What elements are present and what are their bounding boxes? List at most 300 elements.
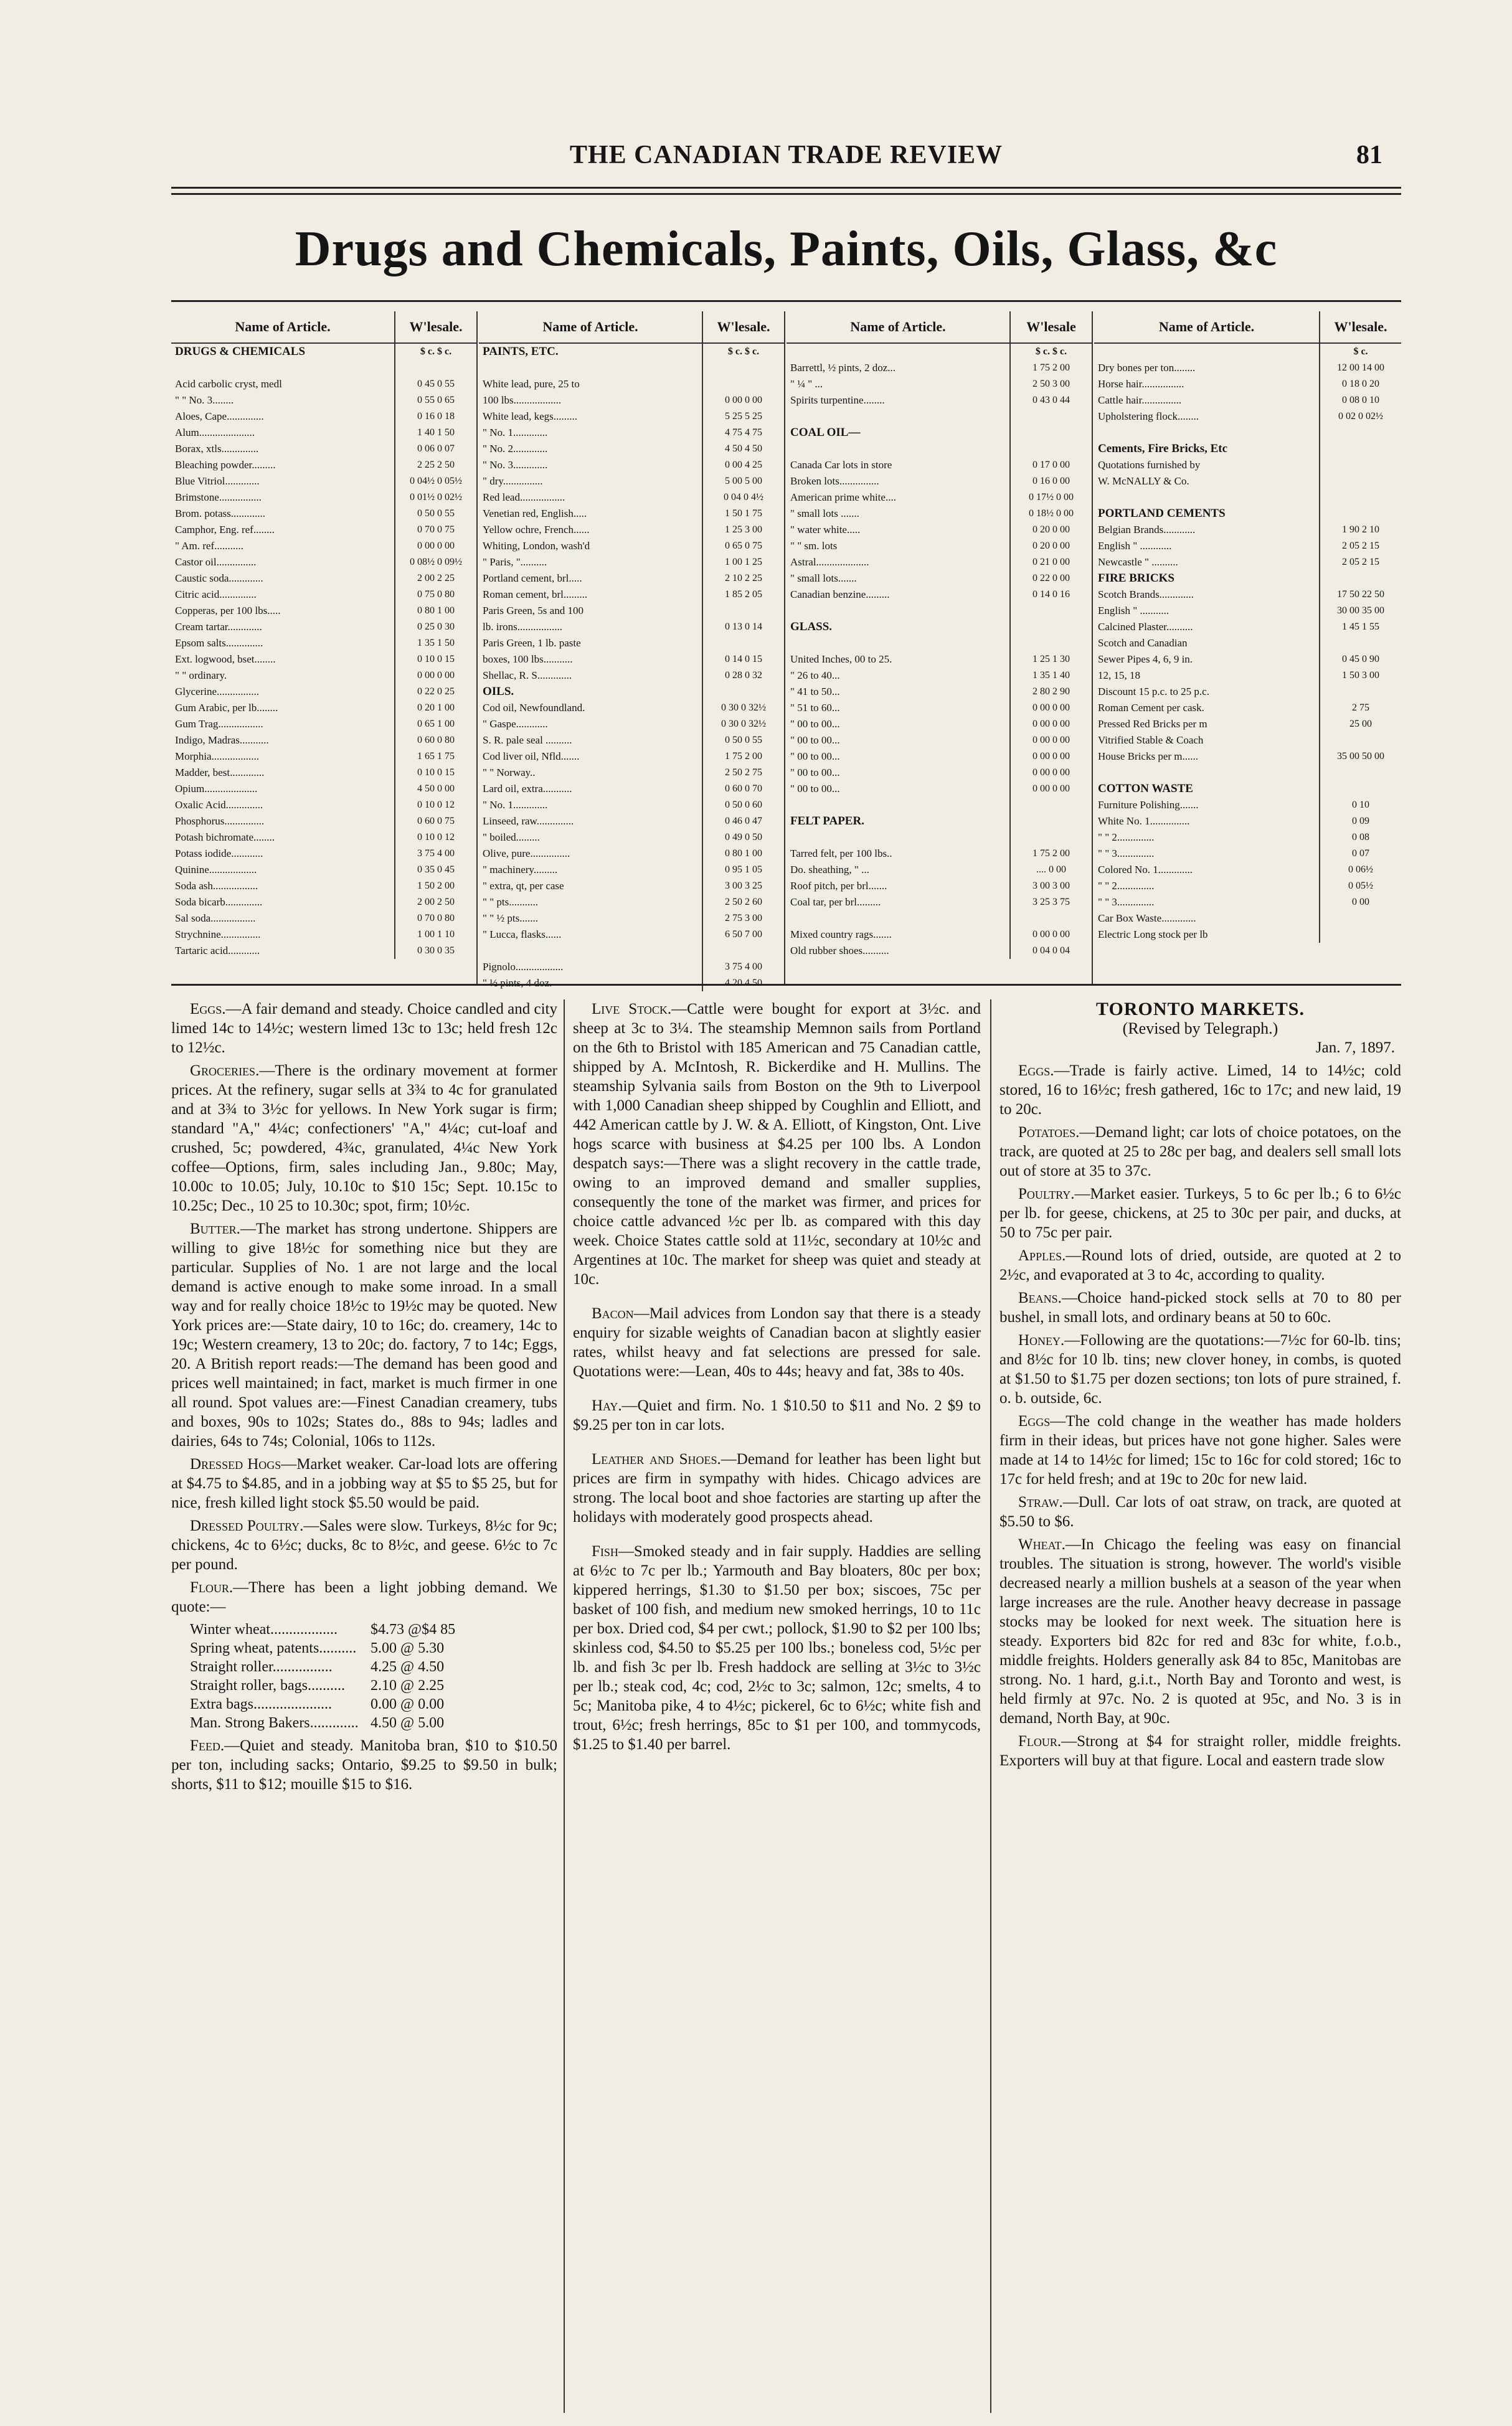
wholesale-price: 1 00 1 10	[394, 927, 476, 943]
article-name: GLASS.	[790, 620, 833, 633]
wholesale-price: 0 50 0 55	[702, 732, 784, 748]
wholesale-price: 1 85 2 05	[702, 587, 784, 603]
price-row	[171, 651, 476, 668]
wholesale-price: 2 50 2 60	[702, 894, 784, 910]
article-name: " dry...............	[483, 475, 543, 487]
wholesale-price	[1319, 570, 1401, 587]
wholesale-price: $ c. $ c.	[394, 344, 476, 360]
wholesale-price: 0 45 0 90	[1319, 651, 1401, 668]
price-header: W'lesale.	[1319, 311, 1401, 342]
wholesale-price: 0 08½ 0 09½	[394, 554, 476, 570]
wholesale-price: 5 25 5 25	[702, 408, 784, 425]
journal-title: THE CANADIAN TRADE REVIEW	[569, 141, 1003, 169]
feed-report: Feed.—Quiet and steady. Manitoba bran, $10 to $10.50 per ton, including sacks; Ontario, $9.25 to $9.50 in bulk; shorts, $11 to $12; mouille $15 to $16.	[171, 1737, 557, 1793]
wholesale-price: 0 00 0 00	[394, 538, 476, 554]
price-row	[171, 635, 476, 651]
article-name	[787, 441, 1009, 457]
article-name: Blue Vitriol.............	[175, 475, 260, 487]
article-name: Soda ash.................	[175, 880, 258, 892]
wholesale-price: 0 10	[1319, 797, 1401, 813]
wholesale-price: 4 50 0 00	[394, 781, 476, 797]
section-title: Drugs and Chemicals, Paints, Oils, Glass, &c	[295, 222, 1278, 276]
price-row	[1094, 425, 1401, 441]
wholesale-price: 17 50 22 50	[1319, 587, 1401, 603]
article-name: Gum Trag.................	[175, 718, 263, 730]
article-name: " No. 1.............	[483, 427, 548, 438]
wholesale-price: 0 65 0 75	[702, 538, 784, 554]
wholesale-price	[1319, 765, 1401, 781]
price-row	[479, 748, 784, 765]
article-name: " No. 2.............	[483, 443, 548, 455]
eggs-report: Eggs.—A fair demand and steady. Choice candled and city limed 14c to 14½c; western limed 13c to 13c; held fresh 12c to 12½c.	[171, 1001, 557, 1056]
article-name: Tartaric acid............	[175, 945, 260, 956]
article-name: American prime white....	[790, 491, 896, 503]
price-row	[479, 603, 784, 619]
article-name: " " pts...........	[483, 896, 538, 908]
wholesale-price: 12 00 14 00	[1319, 360, 1401, 376]
wholesale-price: 0 00 0 00	[1009, 716, 1092, 732]
wholesale-price	[1319, 781, 1401, 797]
straw-report: Straw.—Dull. Car lots of oat straw, on track, are quoted at $5.50 to $6.	[999, 1494, 1401, 1530]
wholesale-price: 2 05 2 15	[1319, 554, 1401, 570]
price-row	[1094, 927, 1401, 943]
wholesale-price: 0 00 0 00	[1009, 748, 1092, 765]
article-name: PAINTS, ETC.	[483, 345, 559, 358]
article-name: FIRE BRICKS	[1098, 572, 1174, 585]
wholesale-price: 3 00 3 25	[702, 878, 784, 894]
wholesale-price: 0 00 4 25	[702, 457, 784, 473]
wholesale-price: 1 35 1 40	[1009, 668, 1092, 684]
price-row	[479, 732, 784, 748]
article-name: Paris Green, 1 lb. paste	[483, 637, 581, 649]
price-row	[171, 392, 476, 408]
wholesale-price: 0 00 0 00	[702, 392, 784, 408]
article-name: " " 3..............	[1098, 896, 1155, 908]
article-name: Quinine..................	[175, 864, 257, 876]
wholesale-price: 0 04½ 0 05½	[394, 473, 476, 489]
toronto-flour-report: Flour.—Strong at $4 for straight roller, middle freights. Exporters will buy at that figure. Local and eastern trade slow	[999, 1733, 1401, 1769]
wholesale-price: 0 18½ 0 00	[1009, 506, 1092, 522]
leather-report: Leather and Shoes.—Demand for leather has been light but prices are firm in sympathy with hides. Chicago advices are strong. The local boot and shoe factories are starting up after the holidays with moderately good prospects ahead.	[573, 1451, 981, 1526]
flour-quote-line	[171, 1658, 557, 1676]
article-name: Pignolo..................	[483, 961, 564, 973]
wholesale-price: 0 30 0 32½	[702, 716, 784, 732]
article-name: Broken lots...............	[790, 475, 879, 487]
price-row	[479, 457, 784, 473]
wholesale-price	[1319, 425, 1401, 441]
wholesale-price: 0 43 0 44	[1009, 392, 1092, 408]
article-name: Discount 15 p.c. to 25 p.c.	[1098, 686, 1209, 697]
article-name: Red lead.................	[483, 491, 565, 503]
wholesale-price: 0 01½ 0 02½	[394, 489, 476, 506]
wholesale-price	[1009, 603, 1092, 619]
price-row	[787, 878, 1092, 894]
price-row	[479, 441, 784, 457]
wholesale-price: 0 60 0 75	[394, 813, 476, 829]
article-name: Madder, best.............	[175, 767, 265, 778]
wholesale-price	[1009, 829, 1092, 846]
wholesale-price: 2 50 3 00	[1009, 376, 1092, 392]
wholesale-price	[702, 635, 784, 651]
article-name	[787, 910, 1009, 927]
column-separator-2	[990, 999, 991, 2413]
price-row	[1094, 635, 1401, 651]
price-row	[479, 360, 784, 376]
wholesale-price	[702, 603, 784, 619]
price-row	[787, 360, 1092, 376]
price-row	[787, 765, 1092, 781]
price-row	[479, 910, 784, 927]
price-header: W'lesale.	[702, 311, 784, 342]
price-row	[479, 716, 784, 732]
market-column-1	[171, 999, 557, 2413]
price-row	[479, 829, 784, 846]
wholesale-price: 0 00 0 00	[394, 668, 476, 684]
article-name: Car Box Waste.............	[1098, 912, 1196, 924]
wholesale-price: 2 75	[1319, 700, 1401, 716]
wholesale-price: $ c. $ c.	[1009, 344, 1092, 360]
price-row	[171, 927, 476, 943]
article-name: Canadian benzine.........	[790, 588, 890, 600]
wholesale-price: $ c. $ c.	[702, 344, 784, 360]
article-name	[787, 635, 1009, 651]
wholesale-price: 0 04 0 04	[1009, 943, 1092, 959]
table-bottom-rule	[171, 984, 1401, 986]
article-name: Roman Cement per cask.	[1098, 702, 1204, 714]
article-name: " No. 1.............	[483, 799, 548, 811]
article-name: " 41 to 50...	[790, 686, 840, 697]
price-row	[171, 522, 476, 538]
article-name: 12, 15, 18	[1098, 669, 1140, 681]
wholesale-price	[1009, 635, 1092, 651]
price-row	[479, 473, 784, 489]
price-row	[479, 538, 784, 554]
price-row	[479, 587, 784, 603]
article-name: White No. 1...............	[1098, 815, 1190, 827]
wholesale-price: 0 04 0 4½	[702, 489, 784, 506]
article-name: boxes, 100 lbs...........	[483, 653, 573, 665]
quote-value: 4.50 @ 5.00	[371, 1715, 445, 1731]
price-row	[171, 360, 476, 376]
quote-value: 2.10 @ 2.25	[371, 1678, 445, 1694]
price-row	[1094, 360, 1401, 376]
price-row	[787, 829, 1092, 846]
wholesale-price: 35 00 50 00	[1319, 748, 1401, 765]
article-name: Barrettl, ½ pints, 2 doz...	[790, 362, 896, 374]
category-heading-row	[1094, 441, 1401, 457]
article-name: " 00 to 00...	[790, 750, 840, 762]
article-name: Sal soda.................	[175, 912, 256, 924]
wholesale-price: 0 70 0 75	[394, 522, 476, 538]
wholesale-price: 0 49 0 50	[702, 829, 784, 846]
article-name: Copperas, per 100 lbs.....	[175, 605, 281, 616]
wholesale-price: 0 30 0 32½	[702, 700, 784, 716]
wholesale-price	[1009, 813, 1092, 829]
wholesale-price: 0 30 0 35	[394, 943, 476, 959]
price-column-cements	[1094, 311, 1401, 984]
price-row	[171, 441, 476, 457]
article-name: White lead, kegs.........	[483, 410, 578, 422]
article-name: " boiled.........	[483, 831, 540, 843]
article-name: " No. 3.............	[483, 459, 548, 471]
price-row	[1094, 797, 1401, 813]
price-row	[479, 781, 784, 797]
category-heading-row	[1094, 570, 1401, 587]
article-name: " small lots .......	[790, 507, 859, 519]
price-row	[479, 765, 784, 781]
price-row	[1094, 732, 1401, 748]
article-name: Electric Long stock per lb	[1098, 928, 1208, 940]
category-heading-row	[787, 619, 1092, 635]
price-row	[479, 862, 784, 878]
price-row	[171, 716, 476, 732]
wholesale-price: 0 10 0 15	[394, 651, 476, 668]
article-name: Colored No. 1.............	[1098, 864, 1193, 876]
price-row	[787, 506, 1092, 522]
toronto-subtitle: (Revised by Telegraph.)	[1122, 1019, 1278, 1037]
article-name: Phosphorus...............	[175, 815, 265, 827]
wholesale-price: 0 20 0 00	[1009, 522, 1092, 538]
wholesale-price: 25 00	[1319, 716, 1401, 732]
wholesale-price	[702, 376, 784, 392]
article-name: Upholstering flock........	[1098, 410, 1199, 422]
wholesale-price: 6 50 7 00	[702, 927, 784, 943]
price-row	[171, 587, 476, 603]
article-name: Scotch Brands.............	[1098, 588, 1194, 600]
dressed-poultry-report: Dressed Poultry.—Sales were slow. Turkeys, 8½c for 9c; chickens, 4c to 6½c; ducks, 8c to 8½c, and geese. 6½c to 7c per pound.	[171, 1517, 557, 1573]
wholesale-price: 4 50 4 50	[702, 441, 784, 457]
flour-quote-line	[171, 1620, 557, 1639]
price-row	[1094, 813, 1401, 829]
page-number: 81	[1356, 141, 1382, 169]
wholesale-price: 0 08	[1319, 829, 1401, 846]
wholesale-price: 0 95 1 05	[702, 862, 784, 878]
price-row	[171, 684, 476, 700]
wholesale-price: 2 10 2 25	[702, 570, 784, 587]
price-row	[479, 927, 784, 943]
wholesale-price: 1 00 1 25	[702, 554, 784, 570]
table-top-rule	[171, 300, 1401, 302]
price-row	[171, 943, 476, 959]
article-name: " Gaspe............	[483, 718, 548, 730]
name-header: Name of Article.	[850, 319, 946, 334]
article-name: " 26 to 40...	[790, 669, 840, 681]
wholesale-price: 0 22 0 25	[394, 684, 476, 700]
wholesale-price	[1009, 797, 1092, 813]
wholesale-price: 5 00 5 00	[702, 473, 784, 489]
hay-report: Hay.—Quiet and firm. No. 1 $10.50 to $11 and No. 2 $9 to $9.25 per ton in car lots.	[573, 1397, 981, 1433]
price-header: W'lesale.	[394, 311, 476, 342]
article-name: Citric acid..............	[175, 588, 257, 600]
price-row	[171, 765, 476, 781]
article-name: Bleaching powder.........	[175, 459, 276, 471]
price-row	[787, 894, 1092, 910]
toronto-markets-heading	[999, 999, 1401, 1057]
price-row	[1094, 554, 1401, 570]
article-name: DRUGS & CHEMICALS	[175, 345, 306, 358]
wholesale-price: 0 20 0 00	[1009, 538, 1092, 554]
price-row	[787, 797, 1092, 813]
price-row	[787, 716, 1092, 732]
quote-label: Straight roller, bags..........	[190, 1678, 345, 1694]
article-name: Lard oil, extra...........	[483, 783, 572, 795]
price-row	[787, 473, 1092, 489]
article-name: Vitrified Stable & Coach	[1098, 734, 1204, 746]
price-row	[479, 408, 784, 425]
dressed-hogs-report: Dressed Hogs—Market weaker. Car-load lots are offering at $4.75 to $4.85, and in a jobbing way at $5 to $5 25, but for nice, fresh killed light stock $5.50 would be paid.	[171, 1456, 557, 1511]
category-heading-row	[171, 344, 476, 360]
category-heading-row	[787, 813, 1092, 829]
wholesale-price: 1 40 1 50	[394, 425, 476, 441]
price-row	[479, 635, 784, 651]
name-header: Name of Article.	[1158, 319, 1255, 334]
price-column-glass	[787, 311, 1093, 984]
article-name: Shellac, R. S.............	[483, 669, 572, 681]
wheat-report: Wheat.—In Chicago the feeling was easy on financial troubles. The situation is strong, however. The world's visible decreased nearly a million bushels at a season of the year when large increases are the rule. Another heavy decrease in passage stocks may be looked for next week. The situation here is steady. Exporters bid 82c for red and 83c for white, f.o.b., middle freights. Holders generally ask 84 to 85c, Manitobas are strong. No. 1 hard, g.i.t., North Bay and Toronto and west, is held firmly at 97c. No. 2 is quoted at 95c, and No. 3 is in demand, North Bay, at 90c.	[999, 1536, 1401, 1727]
category-heading-row	[479, 684, 784, 700]
price-row	[479, 797, 784, 813]
wholesale-price: 2 75 3 00	[702, 910, 784, 927]
wholesale-price: 0 45 0 55	[394, 376, 476, 392]
wholesale-price: 1 25 3 00	[702, 522, 784, 538]
price-row	[171, 813, 476, 829]
article-name: Acid carbolic cryst, medl	[175, 378, 282, 390]
price-row	[479, 894, 784, 910]
article-name: Mixed country rags.......	[790, 928, 892, 940]
wholesale-price	[394, 360, 476, 376]
column-header	[479, 311, 784, 344]
price-row	[479, 846, 784, 862]
article-name	[1094, 425, 1319, 441]
article-name: Alum.....................	[175, 427, 255, 438]
article-name: English " ...........	[1098, 605, 1169, 616]
price-row	[479, 878, 784, 894]
article-name: " " ordinary.	[175, 669, 227, 681]
wholesale-price: 0 06 0 07	[394, 441, 476, 457]
wholesale-price: 2 50 2 75	[702, 765, 784, 781]
name-header: Name of Article.	[235, 319, 331, 334]
article-name: Opium....................	[175, 783, 258, 795]
wholesale-price: 1 25 1 30	[1009, 651, 1092, 668]
article-name: " " No. 3........	[175, 394, 234, 406]
live-stock-report: Live Stock.—Cattle were bought for export at 3½c. and sheep at 3c to 3¼. The steamship Memnon sails from Portland on the 6th to Bristol with 185 American and 75 Canadian cattle, shipped by A. McIntosh, R. Bickerdike and H. Mullins. The steamship Sylvania sails from Boston on the 9th to Liverpool with 1,000 Canadian sheep shipped by Coughlin and Elliott, and 442 American cattle by J. W. & A. Elliott, of Kingston, Ont. Live hogs scarce with business at $4.25 per 100 lbs. A London despatch says:—There was a slight recovery in the cattle trade, owing to an improved demand and smaller supplies, consequently the tone of the market was firmer, and prices for choice cattle advanced ½c per lb. as compared with this day week. Choice States cattle sold at 11½c, secondary at 10½c and Argentines at 10c. The market for sheep was quiet and steady at 10c.	[573, 1001, 981, 1288]
article-name: Old rubber shoes..........	[790, 945, 889, 956]
wholesale-price: 0 00 0 00	[1009, 781, 1092, 797]
wholesale-price	[1319, 506, 1401, 522]
wholesale-price: 3 75 4 00	[702, 959, 784, 975]
article-name: Olive, pure...............	[483, 847, 570, 859]
toronto-poultry-report: Poultry.—Market easier. Turkeys, 5 to 6c per lb.; 6 to 6½c per lb. for geese, chickens, at 25 to 30c per pair, and ducks, at 50 to 75c per pair.	[999, 1186, 1401, 1241]
price-row	[787, 846, 1092, 862]
article-name: " 00 to 00...	[790, 767, 840, 778]
price-row	[171, 862, 476, 878]
price-row	[787, 943, 1092, 959]
article-name: OILS.	[483, 685, 514, 698]
wholesale-price: 0 21 0 00	[1009, 554, 1092, 570]
article-name: Cod liver oil, Nfld.......	[483, 750, 580, 762]
price-row	[1094, 748, 1401, 765]
wholesale-price: 0 16 0 18	[394, 408, 476, 425]
article-name: " ¼ " ...	[790, 378, 823, 390]
price-row	[171, 554, 476, 570]
wholesale-price	[1319, 684, 1401, 700]
wholesale-price: 4 20 4 50	[702, 975, 784, 991]
price-row	[479, 554, 784, 570]
wholesale-price: 1 35 1 50	[394, 635, 476, 651]
article-name: Soda bicarb..............	[175, 896, 263, 908]
wholesale-price: 0 80 1 00	[702, 846, 784, 862]
running-header	[171, 140, 1401, 177]
category-heading-row	[1094, 781, 1401, 797]
wholesale-price: 0 60 0 80	[394, 732, 476, 748]
price-row	[479, 619, 784, 635]
wholesale-price: 0 09	[1319, 813, 1401, 829]
price-row	[479, 376, 784, 392]
article-name: Portland cement, brl.....	[483, 572, 582, 584]
wholesale-price: 0 22 0 00	[1009, 570, 1092, 587]
quote-value: 0.00 @ 0.00	[371, 1696, 445, 1712]
price-row	[1094, 392, 1401, 408]
honey-report: Honey.—Following are the quotations:—7½c for 60-lb. tins; and 8½c for 10 lb. tins; new clover honey, in combs, is quoted at $1.50 to $1.75 per dozen sections; ton lots of pure strained, f. o. b. outside, 6c.	[999, 1332, 1401, 1407]
fish-report: Fish—Smoked steady and in fair supply. Haddies are selling at 6½c to 7c per lb.; Yarmouth and Bay bloaters, 80c per box; kippered herrings, $1.30 to $1.50 per box; siscoes, 75c per basket of 100 fish, and medium new smoked herrings, 10 to 11c per box. Dried cod, $4 per cwt.; pollock, $1.90 to $2 per 100 lbs; skinless cod, $4.50 to $5.25 per 100 lbs.; boneless cod, 5½c per lb. and fish 3c per lb. Fresh haddock are selling at 3½c to 3½c per lb.; steak cod, 4c; cod, 2½c to 3c; salmon, 12c; smelts, 4 to 5c; Manitoba pike, 4 to 4½c; pickerel, 6c to 6½c; white fish and trout, 6½c; fresh herrings, 85c to $1 per 100, and tommycods, $1.25 to $1.40 per barrel.	[573, 1543, 981, 1753]
article-name: Roman cement, brl.........	[483, 588, 588, 600]
article-name: Spirits turpentine........	[790, 394, 885, 406]
article-name: " " 2..............	[1098, 831, 1155, 843]
market-column-2	[573, 999, 981, 2413]
wholesale-price: .... 0 00	[1009, 862, 1092, 878]
wholesale-price	[1009, 441, 1092, 457]
price-row	[171, 506, 476, 522]
article-name: Cements, Fire Bricks, Etc	[1098, 442, 1228, 455]
wholesale-price: 0 00	[1319, 894, 1401, 910]
article-name: Cod oil, Newfoundland.	[483, 702, 585, 714]
potatoes-report: Potatoes.—Demand light; car lots of choice potatoes, on the track, are quoted at 25 to 28c per bag, and dealers sell small lots out of store at 35 to 37c.	[999, 1124, 1401, 1179]
price-row	[479, 425, 784, 441]
wholesale-price: 2 05 2 15	[1319, 538, 1401, 554]
price-header: W'lesale	[1009, 311, 1092, 342]
price-row	[787, 408, 1092, 425]
wholesale-price	[1319, 457, 1401, 473]
wholesale-price: 0 10 0 12	[394, 797, 476, 813]
price-row	[1094, 408, 1401, 425]
article-name: W. McNALLY & Co.	[1098, 475, 1189, 487]
article-name: Newcastle " ..........	[1098, 556, 1178, 568]
header-rule-bottom	[171, 193, 1401, 195]
name-header: Name of Article.	[542, 319, 638, 334]
article-name: Sewer Pipes 4, 6, 9 in.	[1098, 653, 1193, 665]
wholesale-price	[1319, 732, 1401, 748]
article-name: Venetian red, English.....	[483, 507, 587, 519]
wholesale-price: 0 25 0 30	[394, 619, 476, 635]
article-name: Furniture Polishing.......	[1098, 799, 1199, 811]
article-name: Potash bichromate........	[175, 831, 275, 843]
article-name: Tarred felt, per 100 lbs..	[790, 847, 892, 859]
price-row	[171, 668, 476, 684]
price-row	[787, 927, 1092, 943]
market-column-3	[999, 999, 1401, 2413]
article-name	[1094, 489, 1319, 506]
wholesale-price: 0 20 1 00	[394, 700, 476, 716]
price-row	[1094, 765, 1401, 781]
price-row	[171, 700, 476, 716]
wholesale-price: 0 28 0 32	[702, 668, 784, 684]
article-name: PORTLAND CEMENTS	[1098, 507, 1226, 520]
price-row	[1094, 376, 1401, 392]
article-name: Yellow ochre, French......	[483, 524, 590, 536]
article-name: White lead, pure, 25 to	[483, 378, 580, 390]
price-row	[1094, 538, 1401, 554]
wholesale-price: 0 10 0 12	[394, 829, 476, 846]
